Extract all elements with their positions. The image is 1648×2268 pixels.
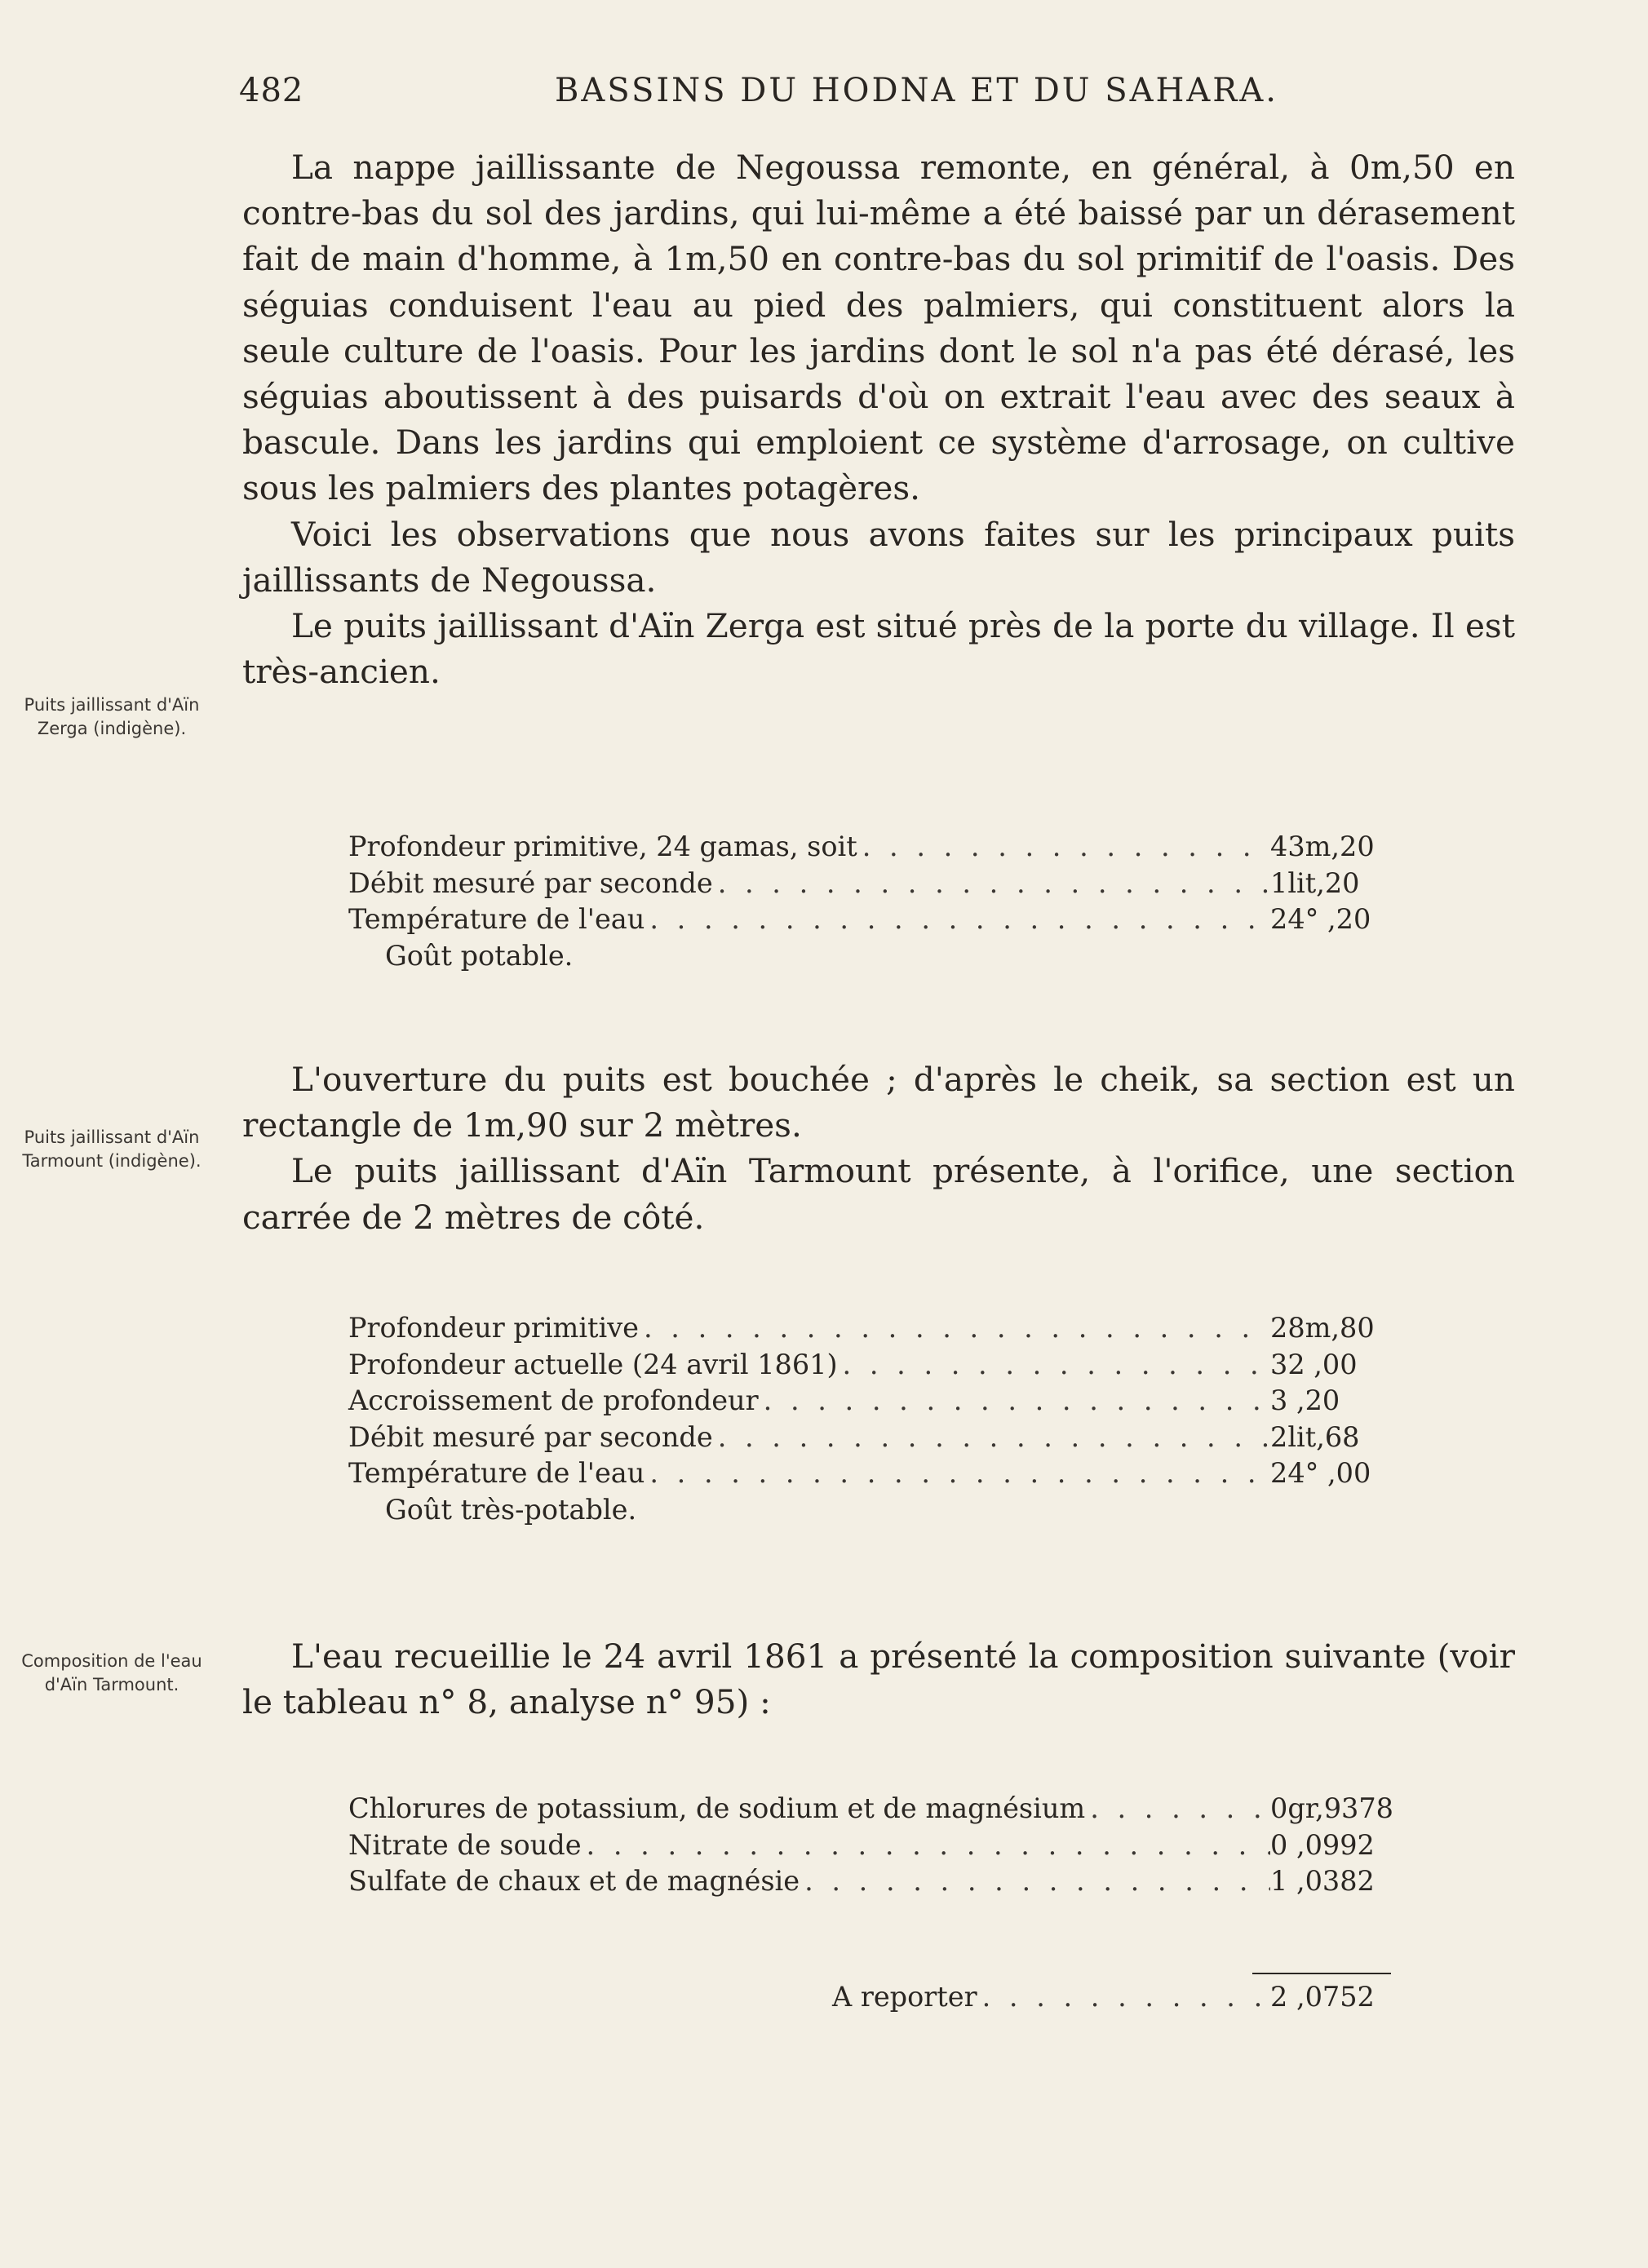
table-row [348,1827,1401,1864]
running-title: BASSINS DU HODNA ET DU SAHARA. [555,72,1279,109]
row-label: Profondeur actuelle (24 avril 1861) [348,1348,838,1380]
sum-rule [1252,1973,1391,1974]
page-number: 482 [239,72,304,109]
paragraph-text: L'eau recueillie le 24 avril 1861 a présenté la composition suivante (voir le tableau n° 8, analyse n° 95) : [242,1637,1515,1722]
row-label: Débit mesuré par seconde [348,866,713,899]
row-label: Température de l'eau [348,1457,645,1489]
carry-forward-value: 2 ,0752 [1270,1981,1375,2013]
row-value: 0gr,9378 [1270,1792,1393,1824]
paragraph-ouverture [242,1056,1515,1240]
table-row [348,829,1401,866]
margin-note-tarmount: Puits jaillissant d'Aïn Tarmount (indigène). [22,1127,202,1171]
table-row [348,901,1401,938]
table-row [348,1455,1401,1492]
row-label: Chlorures de potassium, de sodium et de magnésium [348,1792,1086,1824]
row-value: 32 ,00 [1270,1348,1358,1380]
table-note: Goût très-potable. [385,1493,637,1526]
paragraph-text: Voici les observations que nous avons faites sur les principaux puits jaillissants de Negoussa. [242,514,1515,600]
table-row [348,1347,1401,1384]
row-value: 24° ,20 [1270,903,1371,935]
row-value: 1 ,0382 [1270,1865,1375,1897]
running-header [0,72,1648,121]
row-value: 28m,80 [1270,1312,1375,1344]
margin-note-composition: Composition de l'eau d'Aïn Tarmount. [21,1651,202,1694]
table-row [348,1863,1401,1900]
row-label: Température de l'eau [348,903,645,935]
table-row [348,1791,1401,1827]
margin-note-zerga: Puits jaillissant d'Aïn Zerga (indigène). [24,695,200,738]
paragraph-text: Le puits jaillissant d'Aïn Tarmount présente, à l'orifice, une section carrée de 2 mètres de côté. [242,1151,1515,1237]
paragraph-text: Le puits jaillissant d'Aïn Zerga est situé près de la porte du village. Il est très-ancien. [242,606,1515,692]
paragraph-text: La nappe jaillissante de Negoussa remonte, en général, à 0m,50 en contre-bas du sol des jardins, qui lui-même a été baissé par un dérasement fait de main d'homme, à 1m,50 en contre-bas du sol primitif de l'oasis. Des séguias conduisent l'eau au pied des palmiers, qui constituent alors la seule culture de l'oasis. Pour les jardins dont le sol n'a pas été dérasé, les séguias aboutissent à des puisards d'où on extrait l'eau avec des seaux à bascule. Dans les jardins qui emploient ce système d'arrosage, on cultive sous les palmiers des plantes potagères. [242,148,1515,508]
table-row [348,1420,1401,1456]
row-value: 43m,20 [1270,831,1375,862]
table-note: Goût potable. [385,939,574,972]
row-label: Profondeur primitive, 24 gamas, soit [348,831,857,862]
carry-forward-label: A reporter [832,1981,977,2013]
paragraph-nappe [242,144,1515,694]
table-row [348,1383,1401,1420]
row-value: 0 ,0992 [1270,1828,1375,1861]
composition-table [348,1791,1401,1900]
row-value: 2lit,68 [1270,1420,1360,1453]
row-label: Accroissement de profondeur [348,1384,759,1416]
paragraph-composition [242,1633,1515,1725]
row-label: Sulfate de chaux et de magnésie [348,1865,800,1897]
row-label: Profondeur primitive [348,1312,639,1344]
tarmount-table [348,1310,1401,1528]
table-row [348,1310,1401,1347]
row-value: 1lit,20 [1270,866,1360,899]
zerga-table [348,829,1401,974]
carry-forward-row [832,1981,1401,2018]
row-label: Débit mesuré par seconde [348,1420,713,1453]
row-value: 24° ,00 [1270,1457,1371,1489]
paragraph-text: L'ouverture du puits est bouchée ; d'après le cheik, sa section est un rectangle de 1m,90 sur 2 mètres. [242,1060,1515,1145]
row-label: Nitrate de soude [348,1828,582,1861]
table-row [348,866,1401,902]
row-value: 3 ,20 [1270,1384,1340,1416]
